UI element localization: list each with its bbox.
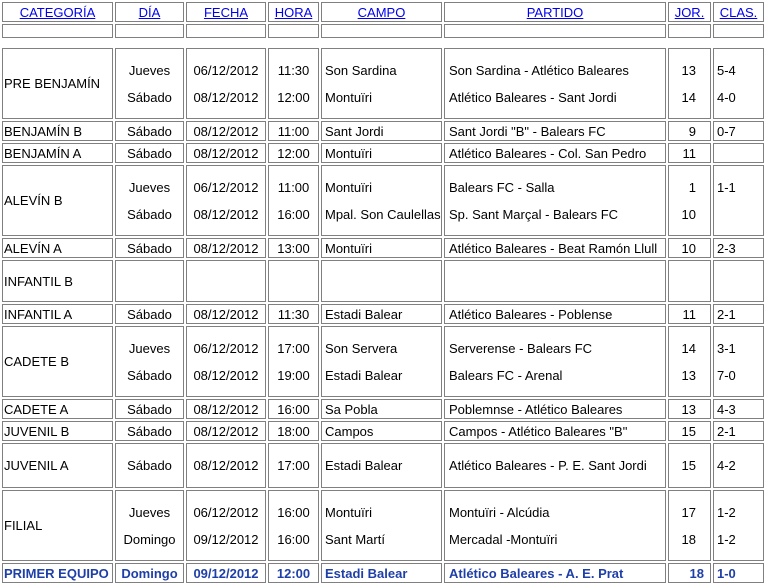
clas-stack [717, 335, 763, 389]
cat-value: ALEVÍN B [4, 193, 63, 208]
header-clas-link[interactable]: CLAS. [719, 4, 758, 20]
clas-cell [713, 563, 764, 583]
cat-cell [2, 260, 113, 302]
dia-value: Sábado [127, 206, 172, 222]
jor-stack [669, 499, 696, 553]
campo-cell [321, 143, 442, 163]
campo-value: Estadi Balear [325, 565, 408, 581]
campo-value: Estadi Balear [325, 306, 403, 322]
clas-cell [713, 121, 764, 141]
fecha-stack [187, 335, 265, 389]
partido-cell [444, 238, 666, 258]
dia-cell [115, 304, 184, 324]
clas-stack [717, 174, 763, 228]
dia-value: Sábado [127, 401, 172, 417]
jor-cell [668, 48, 711, 119]
fecha-value: 06/12/2012 [193, 62, 259, 78]
schedule-row [2, 399, 764, 419]
hora-cell [268, 260, 319, 302]
schedule-row [2, 165, 764, 236]
cat-cell [2, 304, 113, 324]
fecha-cell [186, 304, 266, 324]
hora-cell [268, 121, 319, 141]
campo-value: Sa Pobla [325, 401, 378, 417]
hora-stack [269, 335, 318, 389]
dia-stack [116, 499, 183, 553]
partido-value: Poblemnse - Atlético Baleares [449, 401, 623, 417]
jor-cell [668, 326, 711, 397]
campo-value: Estadi Balear [325, 458, 403, 473]
cat-cell [2, 399, 113, 419]
campo-cell [321, 563, 442, 583]
hora-value: 16:00 [277, 401, 310, 417]
partido-cell [444, 326, 666, 397]
partido-cell [444, 304, 666, 324]
partido-value: Atlético Baleares - Beat Ramón Llull [449, 240, 658, 256]
partido-stack [449, 57, 665, 111]
dia-value: Domingo [123, 531, 176, 547]
header-campo[interactable] [321, 2, 442, 22]
clas-value: 2-3 [717, 240, 736, 256]
campo-cell [321, 260, 442, 302]
hora-value: 13:00 [277, 240, 310, 256]
fecha-cell [186, 326, 266, 397]
dia-value: Jueves [128, 504, 171, 520]
clas-cell [713, 304, 764, 324]
hora-cell [268, 48, 319, 119]
campo-stack [325, 57, 441, 111]
schedule-row [2, 143, 764, 163]
hora-cell [268, 143, 319, 163]
cat-cell [2, 563, 113, 583]
dia-value: Jueves [128, 179, 171, 195]
hora-value: 11:00 [277, 123, 310, 139]
header-fecha[interactable] [186, 2, 266, 22]
partido-value: Serverense - Balears FC [449, 340, 593, 356]
spacer-cell [186, 24, 266, 38]
jor-value: 14 [681, 340, 696, 356]
fecha-value: 06/12/2012 [193, 340, 259, 356]
dia-value: Sábado [127, 367, 172, 383]
campo-value: Montuïri [325, 179, 372, 195]
cat-value: INFANTIL A [4, 306, 73, 322]
dia-cell [115, 490, 184, 561]
spacer-cell [444, 24, 666, 38]
cat-value: PRIMER EQUIPO [4, 565, 109, 581]
partido-cell [444, 563, 666, 583]
campo-cell [321, 165, 442, 236]
hora-value: 17:00 [277, 340, 310, 356]
campo-value: Montuïri [325, 504, 372, 520]
partido-stack [449, 499, 665, 553]
header-fecha-link[interactable]: FECHA [203, 4, 249, 20]
jor-cell [668, 304, 711, 324]
cat-value: FILIAL [4, 518, 43, 533]
spacer-cell [2, 24, 113, 38]
schedule-row [2, 48, 764, 119]
header-hora-link[interactable]: HORA [274, 4, 313, 20]
jor-value: 10 [681, 240, 696, 256]
jor-value: 15 [681, 458, 696, 473]
clas-value: 3-1 [717, 340, 736, 356]
clas-cell [713, 326, 764, 397]
dia-value: Sábado [127, 306, 172, 322]
clas-value: 7-0 [717, 367, 736, 383]
fecha-value: 08/12/2012 [193, 240, 259, 256]
spacer-cell [713, 24, 764, 38]
clas-cell [713, 443, 764, 488]
cat-value: BENJAMÍN A [4, 145, 82, 161]
jor-stack [669, 57, 696, 111]
dia-value: Sábado [127, 423, 172, 439]
campo-stack [325, 335, 441, 389]
jor-cell [668, 260, 711, 302]
campo-cell [321, 326, 442, 397]
partido-cell [444, 121, 666, 141]
header-jor-link[interactable]: JOR. [674, 4, 705, 20]
partido-value: Mercadal -Montuïri [449, 531, 558, 547]
header-row [2, 2, 764, 22]
partido-value: Son Sardina - Atlético Baleares [449, 62, 629, 78]
schedule-row [2, 443, 764, 488]
schedule-row [2, 563, 764, 583]
partido-value: Atlético Baleares - A. E. Prat [449, 565, 624, 581]
cat-cell [2, 443, 113, 488]
campo-value: Mpal. Son Caulellas [325, 206, 441, 222]
dia-cell [115, 238, 184, 258]
partido-value: Sp. Sant Marçal - Balears FC [449, 206, 619, 222]
schedule-row [2, 326, 764, 397]
fecha-value: 08/12/2012 [193, 145, 259, 161]
jor-stack [669, 335, 696, 389]
gap-row [2, 40, 764, 46]
hora-cell [268, 238, 319, 258]
dia-cell [115, 326, 184, 397]
dia-cell [115, 121, 184, 141]
jor-value: 18 [681, 531, 696, 547]
dia-cell [115, 421, 184, 441]
campo-cell [321, 443, 442, 488]
jor-value: 17 [681, 504, 696, 520]
clas-value: 0-7 [717, 123, 736, 139]
hora-value: 17:00 [277, 458, 310, 473]
partido-cell [444, 421, 666, 441]
dia-value: Domingo [121, 565, 178, 581]
partido-value: Balears FC - Salla [449, 179, 555, 195]
jor-value: 13 [681, 367, 696, 383]
header-dia-link[interactable]: DÍA [138, 4, 161, 20]
hora-cell [268, 421, 319, 441]
cat-value: CADETE B [4, 354, 70, 369]
dia-value: Sábado [127, 240, 172, 256]
fecha-cell [186, 563, 266, 583]
hora-value: 12:00 [277, 89, 310, 105]
jor-cell [668, 563, 711, 583]
fecha-value: 08/12/2012 [193, 89, 259, 105]
cat-value: ALEVÍN A [4, 240, 62, 256]
clas-cell [713, 399, 764, 419]
fecha-cell [186, 490, 266, 561]
header-campo-link[interactable]: CAMPO [357, 4, 406, 20]
fecha-stack [187, 499, 265, 553]
schedule-row [2, 260, 764, 302]
campo-cell [321, 421, 442, 441]
campo-value: Montuïri [325, 145, 372, 161]
clas-value: 1-2 [717, 504, 736, 520]
jor-cell [668, 238, 711, 258]
clas-cell [713, 48, 764, 119]
clas-value: 1-2 [717, 531, 736, 547]
jor-cell [668, 165, 711, 236]
fecha-cell [186, 238, 266, 258]
campo-stack [325, 499, 441, 553]
partido-stack [449, 335, 665, 389]
partido-value: Atlético Baleares - Poblense [449, 306, 613, 322]
spacer-cell [668, 24, 711, 38]
jor-value: 11 [682, 145, 696, 161]
hora-value: 11:30 [277, 306, 310, 322]
schedule-row [2, 304, 764, 324]
fecha-cell [186, 48, 266, 119]
fecha-stack [187, 57, 265, 111]
cat-cell [2, 490, 113, 561]
campo-value: Montuïri [325, 89, 372, 105]
dia-cell [115, 563, 184, 583]
hora-value: 19:00 [277, 367, 310, 383]
campo-value: Son Sardina [325, 62, 397, 78]
hora-stack [269, 57, 318, 111]
clas-value: 5-4 [717, 62, 736, 78]
campo-value: Son Servera [325, 340, 398, 356]
header-categoria-link[interactable]: CATEGORÍA [19, 4, 96, 20]
clas-value [717, 201, 763, 228]
jor-value: 13 [681, 62, 696, 78]
campo-cell [321, 48, 442, 119]
partido-value: Sant Jordi "B" - Balears FC [449, 123, 606, 139]
jor-value: 9 [688, 123, 696, 139]
jor-cell [668, 121, 711, 141]
fecha-value: 08/12/2012 [193, 367, 259, 383]
fecha-value: 08/12/2012 [193, 401, 259, 417]
partido-value: Atlético Baleares - P. E. Sant Jordi [449, 458, 647, 473]
campo-value: Campos [325, 423, 374, 439]
fecha-value: 09/12/2012 [193, 565, 259, 581]
clas-stack [717, 499, 763, 553]
jor-cell [668, 443, 711, 488]
dia-stack [116, 174, 183, 228]
clas-value: 1-1 [717, 179, 736, 195]
spacer-cell [321, 24, 442, 38]
campo-cell [321, 304, 442, 324]
partido-stack [449, 174, 665, 228]
campo-value: Estadi Balear [325, 367, 403, 383]
fecha-value: 08/12/2012 [193, 123, 259, 139]
header-partido-link[interactable]: PARTIDO [526, 4, 584, 20]
clas-stack [717, 57, 763, 111]
header-partido[interactable] [444, 2, 666, 22]
clas-value: 4-0 [717, 89, 736, 105]
jor-value: 1 [688, 179, 696, 195]
partido-value: Atlético Baleares - Col. San Pedro [449, 145, 647, 161]
hora-value: 16:00 [277, 504, 310, 520]
hora-cell [268, 304, 319, 324]
dia-value: Jueves [128, 340, 171, 356]
hora-cell [268, 165, 319, 236]
partido-cell [444, 399, 666, 419]
spacer-cell [268, 24, 319, 38]
hora-value: 11:00 [277, 179, 310, 195]
campo-cell [321, 490, 442, 561]
fecha-cell [186, 143, 266, 163]
clas-cell [713, 260, 764, 302]
header-clas[interactable] [713, 2, 764, 22]
cat-cell [2, 48, 113, 119]
fecha-cell [186, 165, 266, 236]
partido-value: Balears FC - Arenal [449, 367, 563, 383]
cat-value: INFANTIL B [4, 273, 73, 289]
dia-value: Sábado [127, 458, 172, 473]
campo-cell [321, 121, 442, 141]
fecha-cell [186, 399, 266, 419]
fecha-cell [186, 260, 266, 302]
fecha-cell [186, 421, 266, 441]
dia-value: Sábado [127, 123, 172, 139]
fecha-cell [186, 443, 266, 488]
cat-cell [2, 238, 113, 258]
cat-value: BENJAMÍN B [4, 123, 83, 139]
campo-value: Sant Jordi [325, 123, 384, 139]
clas-cell [713, 143, 764, 163]
cat-cell [2, 121, 113, 141]
partido-cell [444, 143, 666, 163]
fecha-value: 08/12/2012 [193, 458, 259, 473]
campo-stack [325, 174, 441, 228]
fecha-value: 06/12/2012 [193, 179, 259, 195]
partido-cell [444, 165, 666, 236]
partido-cell [444, 260, 666, 302]
cat-cell [2, 165, 113, 236]
clas-value: 2-1 [717, 306, 736, 322]
schedule-row [2, 421, 764, 441]
partido-value: Atlético Baleares - Sant Jordi [449, 89, 617, 105]
hora-value: 18:00 [277, 423, 310, 439]
cat-value: JUVENIL B [4, 423, 70, 439]
hora-stack [269, 174, 318, 228]
header-hora[interactable] [268, 2, 319, 22]
clas-value: 4-2 [717, 458, 736, 473]
dia-value: Sábado [127, 89, 172, 105]
cat-value: JUVENIL A [4, 458, 69, 473]
dia-stack [116, 57, 183, 111]
hora-cell [268, 490, 319, 561]
fecha-stack [187, 174, 265, 228]
hora-cell [268, 399, 319, 419]
schedule-row [2, 490, 764, 561]
jor-cell [668, 421, 711, 441]
partido-value: Campos - Atlético Baleares "B" [449, 423, 628, 439]
jor-value: 13 [681, 401, 696, 417]
hora-value: 16:00 [277, 206, 310, 222]
clas-cell [713, 421, 764, 441]
spacer-cell [115, 24, 184, 38]
jor-cell [668, 399, 711, 419]
hora-cell [268, 326, 319, 397]
dia-cell [115, 165, 184, 236]
hora-value: 12:00 [277, 145, 310, 161]
cat-cell [2, 421, 113, 441]
hora-stack [269, 499, 318, 553]
clas-cell [713, 490, 764, 561]
schedule-row [2, 121, 764, 141]
fecha-value: 08/12/2012 [193, 306, 259, 322]
hora-value: 16:00 [277, 531, 310, 547]
dia-cell [115, 399, 184, 419]
cat-value: PRE BENJAMÍN [4, 76, 101, 91]
jor-cell [668, 143, 711, 163]
header-categoria[interactable] [2, 2, 113, 22]
header-dia[interactable] [115, 2, 184, 22]
partido-cell [444, 443, 666, 488]
cat-value: CADETE A [4, 401, 69, 417]
spacer-row [2, 24, 764, 38]
clas-value: 4-3 [717, 401, 736, 417]
hora-value: 12:00 [276, 565, 311, 581]
dia-cell [115, 443, 184, 488]
jor-value: 11 [682, 306, 696, 322]
dia-stack [116, 335, 183, 389]
partido-cell [444, 48, 666, 119]
fecha-value: 06/12/2012 [193, 504, 259, 520]
jor-value: 10 [681, 206, 696, 222]
partido-value: Montuïri - Alcúdia [449, 504, 550, 520]
jor-value: 18 [689, 565, 704, 581]
dia-value: Jueves [128, 62, 171, 78]
dia-cell [115, 48, 184, 119]
jor-value: 14 [681, 89, 696, 105]
jor-value: 15 [681, 423, 696, 439]
jor-stack [669, 174, 696, 228]
hora-cell [268, 563, 319, 583]
partido-cell [444, 490, 666, 561]
fecha-value: 08/12/2012 [193, 206, 259, 222]
jor-cell [668, 490, 711, 561]
fecha-value: 09/12/2012 [193, 531, 259, 547]
cat-cell [2, 143, 113, 163]
campo-value: Montuïri [325, 240, 372, 256]
dia-value: Sábado [127, 145, 172, 161]
clas-cell [713, 165, 764, 236]
cat-cell [2, 326, 113, 397]
gap-cell [2, 40, 764, 46]
campo-cell [321, 399, 442, 419]
dia-cell [115, 260, 184, 302]
clas-value: 1-0 [717, 565, 736, 581]
fecha-value: 08/12/2012 [193, 423, 259, 439]
dia-cell [115, 143, 184, 163]
clas-value: 2-1 [717, 423, 736, 439]
hora-cell [268, 443, 319, 488]
clas-cell [713, 238, 764, 258]
schedule-row [2, 238, 764, 258]
campo-cell [321, 238, 442, 258]
fecha-cell [186, 121, 266, 141]
header-jor[interactable] [668, 2, 711, 22]
hora-value: 11:30 [277, 62, 310, 78]
campo-value: Sant Martí [325, 531, 385, 547]
